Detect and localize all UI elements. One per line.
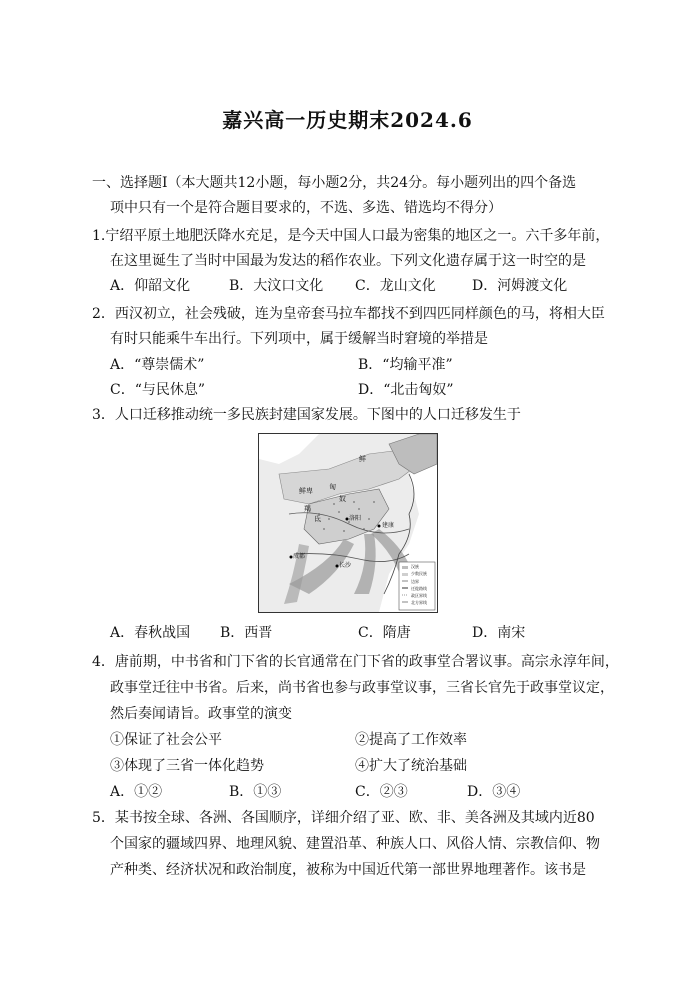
legend-item-4: 迁徙路线 <box>411 586 427 591</box>
q1-stem-line2: 在这里诞生了当时中国最为发达的稻作农业。下列文化遗存属于这一时空的是 <box>110 253 586 269</box>
page-title: 嘉兴高一历史期末2024.6 <box>222 108 473 132</box>
q4-item-3: ③体现了三省一体化趋势 <box>110 758 264 774</box>
q4-option-d: D．③④ <box>467 784 521 800</box>
q3-option-a: A．春秋战国 <box>110 625 191 641</box>
q1-option-c: C．龙山文化 <box>355 278 436 294</box>
legend-item-5: 政区界线 <box>411 593 427 598</box>
map-label-nu: 奴 <box>339 495 346 503</box>
q5-stem-line1: 5．某书按全球、各洲、各国顺序，详细介绍了亚、欧、非、美各洲及其域内近80 <box>92 810 595 826</box>
q1-option-a: A．仰韶文化 <box>110 278 191 294</box>
q4-item-4: ④扩大了统治基础 <box>355 758 467 774</box>
q2-option-b: B．“均输平准” <box>358 357 453 373</box>
q2-option-c: C．“与民休息” <box>110 382 206 398</box>
q4-option-a: A．①② <box>110 784 163 800</box>
q5-stem-line2: 个国家的疆域四界、地理风貌、建置沿革、种族人口、风俗人情、宗教信仰、物 <box>110 836 600 852</box>
map-label-di: 氐 <box>314 515 321 523</box>
q4-stem-line2: 政事堂迁往中书省。后来，尚书省也参与政事堂议事，三省长官先于政事堂议定， <box>110 680 614 696</box>
q2-stem-line1: 2．西汉初立，社会残破，连为皇帝套马拉车都找不到四匹同样颜色的马，将相大臣 <box>92 306 605 322</box>
q3-option-c: C．隋唐 <box>358 625 411 641</box>
q1-option-b: B．大汶口文化 <box>229 278 324 294</box>
map-label-luoyang: 洛阳 <box>349 515 362 522</box>
q2-option-d: D．“北击匈奴” <box>358 382 454 398</box>
q4-stem-line3: 然后奏闻请旨。政事堂的演变 <box>110 706 292 722</box>
q5-stem-line3: 产种类、经济状况和政治制度，被称为中国近代第一部世界地理著作。该书是 <box>110 862 586 878</box>
section-instruction-line1: 一、选择题Ⅰ（本大题共12小题，每小题2分，共24分。每小题列出的四个备选 <box>92 175 577 191</box>
q2-stem-line2: 有时只能乘牛车出行。下列项中，属于缓解当时窘境的举措是 <box>110 331 488 347</box>
q4-option-c: C．②③ <box>355 784 408 800</box>
map-label-jie: 羯 <box>304 505 311 513</box>
q4-option-b: B．①③ <box>229 784 282 800</box>
legend-item-3: 边界 <box>411 579 419 584</box>
q2-option-a: A．“尊崇儒术” <box>110 357 205 373</box>
map-label-xiong: 匈 <box>329 483 336 491</box>
q3-option-b: B．西晋 <box>220 625 273 641</box>
legend-item-1: 汉族 <box>411 564 419 569</box>
map-label-xianbei: 鲜卑 <box>299 487 313 495</box>
q3-stem: 3．人口迁移推动统一多民族封建国家发展。下图中的人口迁移发生于 <box>92 407 521 423</box>
q1-option-d: D．河姆渡文化 <box>472 278 568 294</box>
map-label-jiankang: 建康 <box>382 522 395 529</box>
q1-stem-line1: 1.宁绍平原土地肥沃降水充足，是今天中国人口最为密集的地区之一。六千多年前， <box>92 228 610 244</box>
map-label-chengdu: 成都 <box>293 553 306 560</box>
q3-option-d: D．南宋 <box>472 625 526 641</box>
migration-map <box>258 433 438 613</box>
legend-item-2: 少数民族 <box>411 571 427 576</box>
map-label-changsha: 长沙 <box>339 562 352 569</box>
q4-stem-line1: 4．唐前期，中书省和门下省的长官通常在门下省的政事堂合署议事。高宗永淳年间， <box>92 654 619 670</box>
legend-item-6: 北方界线 <box>411 600 427 605</box>
q4-item-1: ①保证了社会公平 <box>110 732 222 748</box>
map-label-xianbei-ne: 鲜 <box>359 455 366 463</box>
section-instruction-line2: 项中只有一个是符合题目要求的，不选、多选、错选均不得分） <box>110 200 502 216</box>
q4-item-2: ②提高了工作效率 <box>355 732 467 748</box>
